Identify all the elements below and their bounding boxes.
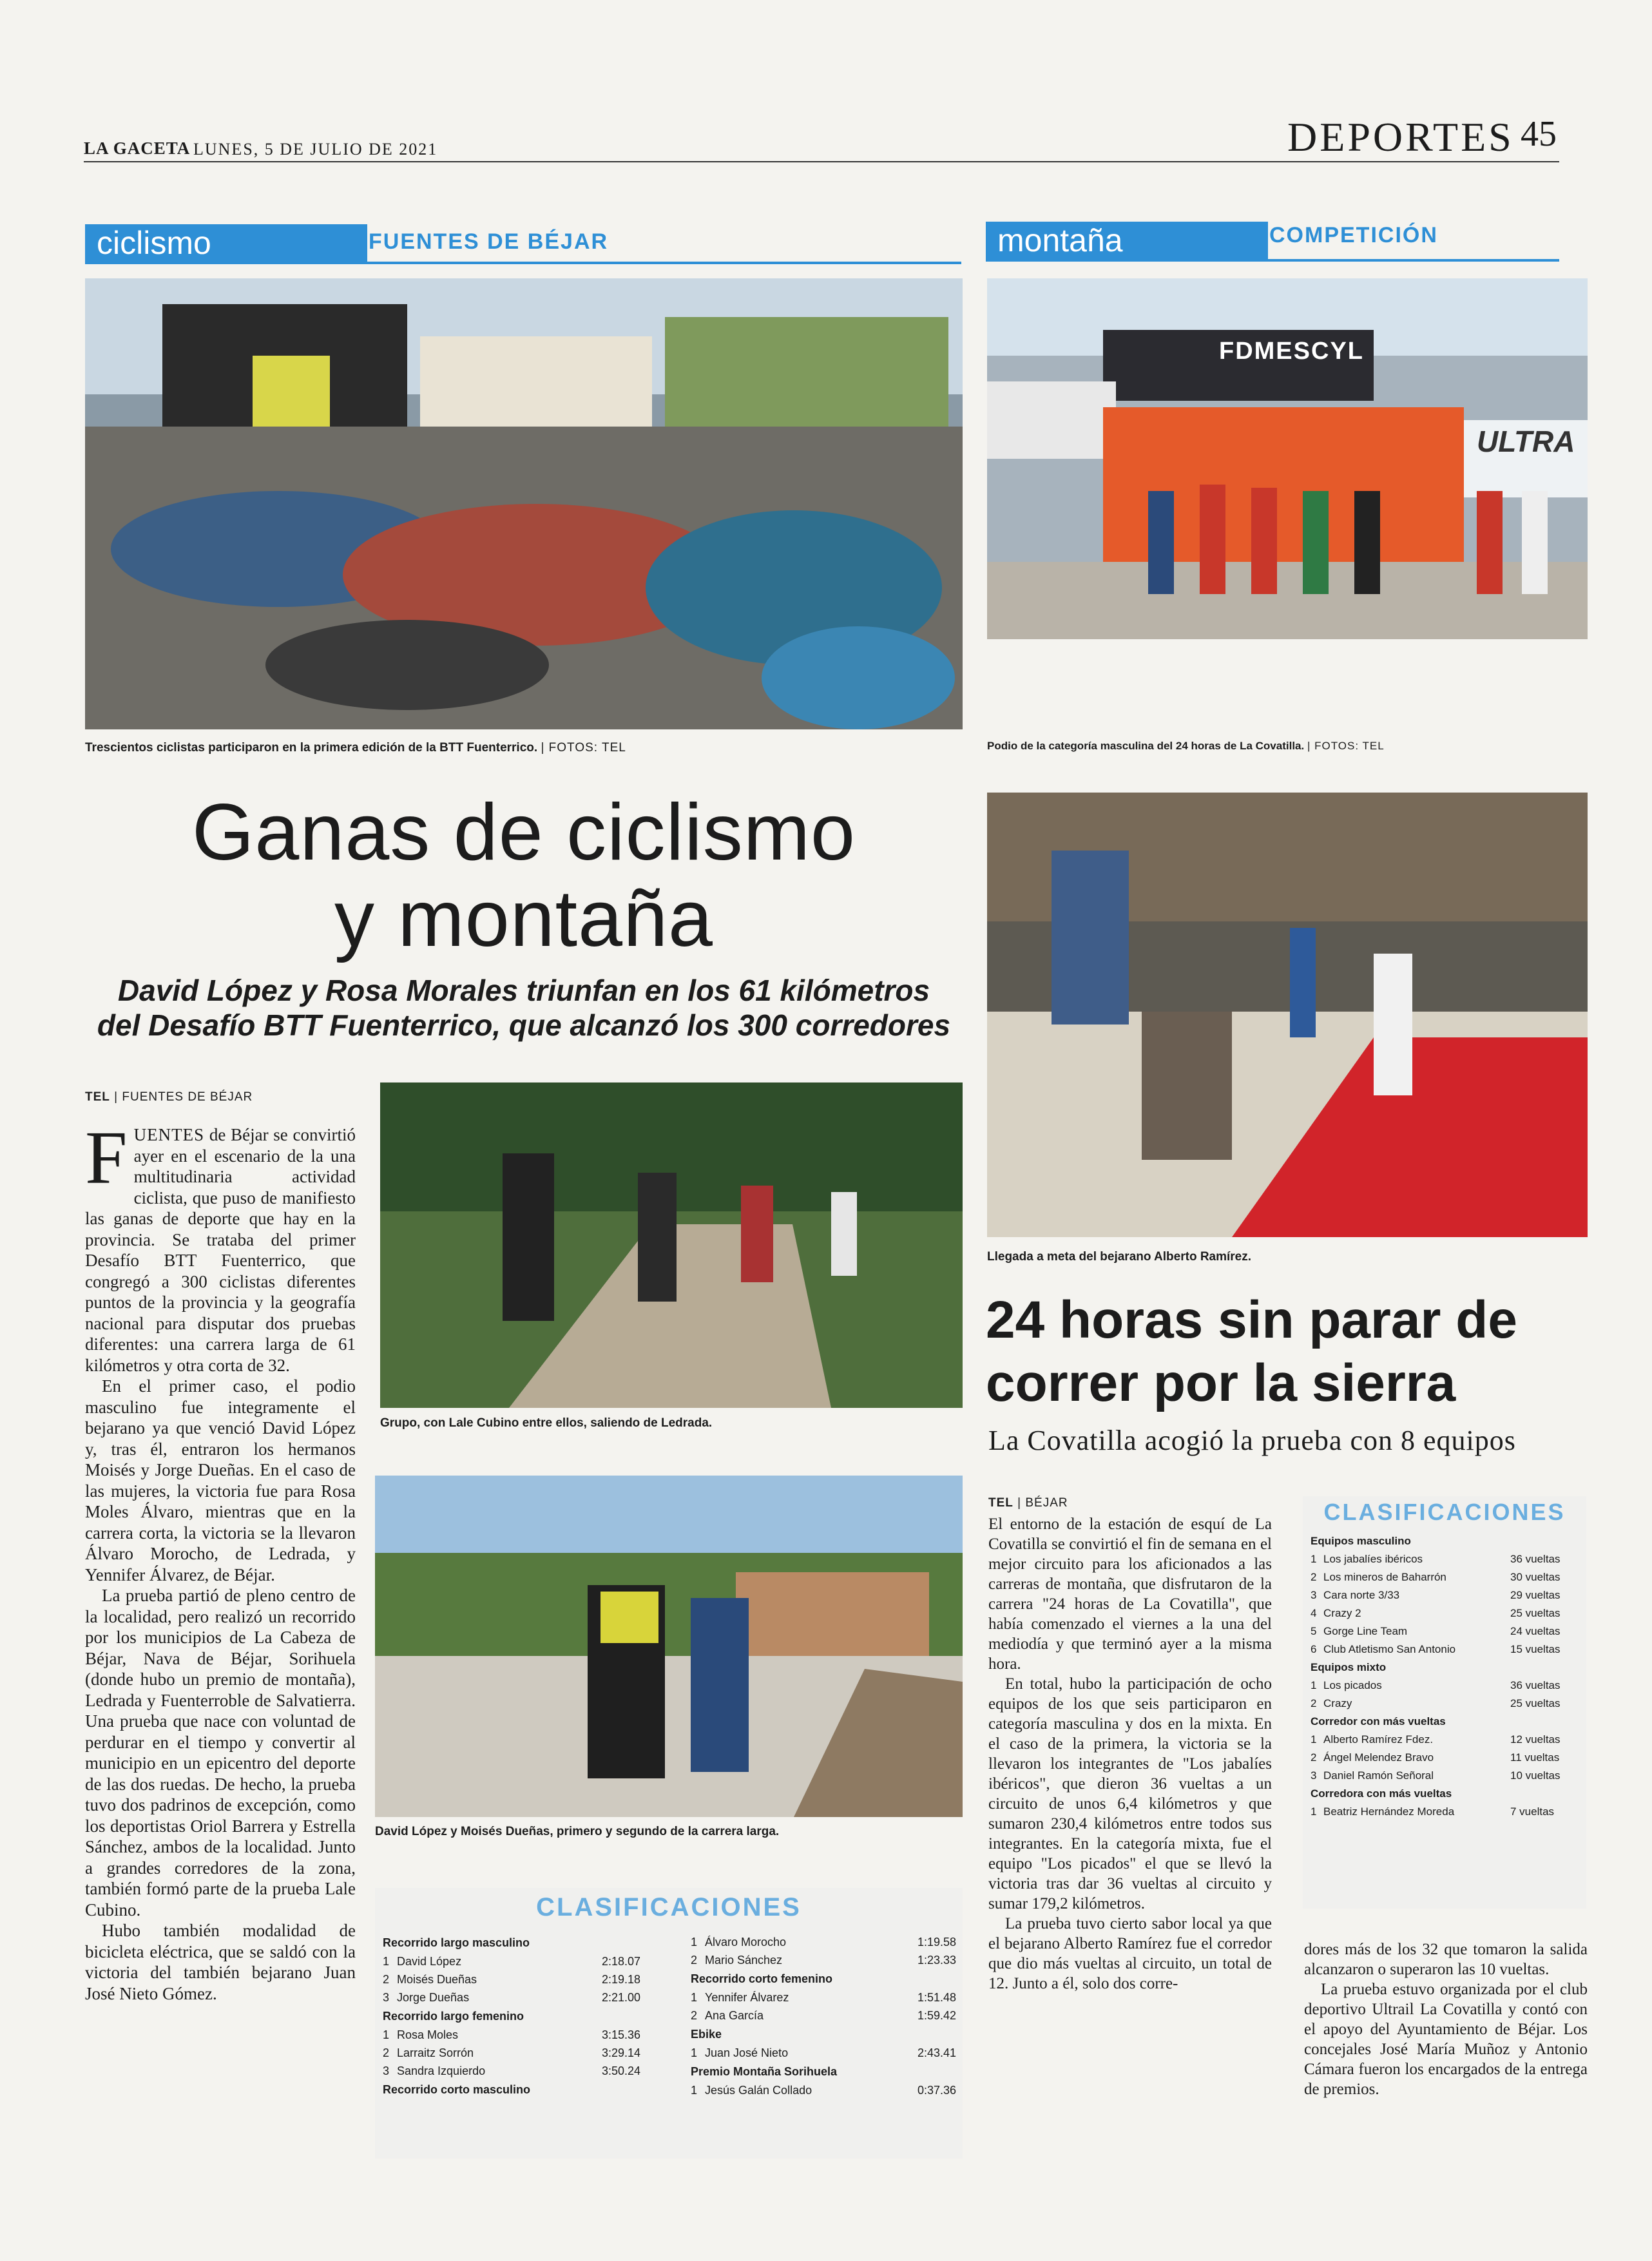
results-value: 7 vueltas xyxy=(1510,1805,1555,1818)
results-title: CLASIFICACIONES xyxy=(1323,1499,1566,1525)
subheadline-right: La Covatilla acogió la prueba con 8 equipos xyxy=(988,1425,1516,1456)
results-name: Cara norte 3/33 xyxy=(1323,1589,1400,1601)
results-row xyxy=(691,1951,956,1969)
results-row xyxy=(1311,1695,1581,1713)
results-value: 1:51.48 xyxy=(917,1990,956,2004)
tag-rule xyxy=(85,262,961,264)
results-value: 1:19.58 xyxy=(917,1935,956,1948)
results-position: 2 xyxy=(1311,1571,1317,1583)
results-position: 3 xyxy=(383,2064,390,2077)
results-row xyxy=(1311,1640,1581,1659)
results-position: 1 xyxy=(691,2046,698,2059)
results-name: Moisés Dueñas xyxy=(397,1972,477,1986)
results-value: 15 vueltas xyxy=(1510,1643,1561,1655)
results-category: Equipos masculino xyxy=(1311,1535,1411,1547)
results-position: 1 xyxy=(1311,1553,1317,1565)
results-category: Corredora con más vueltas xyxy=(1311,1787,1452,1800)
results-row xyxy=(691,2006,956,2025)
headline xyxy=(85,789,963,962)
results-position: 5 xyxy=(1311,1625,1317,1637)
banner-text: FDMESCYL xyxy=(1219,338,1364,365)
photo-cyclists-start xyxy=(85,278,963,729)
paragraph: Hubo también modalidad de bicicleta eléctrica, que se saldó con la victoria del también bejarano Juan José Nieto Gómez. xyxy=(85,1921,356,2003)
section-tag-location: FUENTES DE BÉJAR xyxy=(369,229,609,254)
results-value: 1:59.42 xyxy=(917,2008,956,2022)
results-name: Los mineros de Baharrón xyxy=(1323,1571,1446,1583)
results-value: 24 vueltas xyxy=(1510,1625,1561,1637)
results-position: 4 xyxy=(1311,1607,1317,1619)
headline-right xyxy=(986,1289,1585,1415)
results-row xyxy=(691,1988,956,2006)
results-value: 3:50.24 xyxy=(601,2064,640,2077)
results-position: 2 xyxy=(383,1972,390,1986)
results-name: Yennifer Álvarez xyxy=(705,1990,789,2004)
results-row xyxy=(1311,1731,1581,1749)
results-row xyxy=(1311,1604,1581,1622)
article-body xyxy=(85,1124,356,2181)
photo-caption: Grupo, con Lale Cubino entre ellos, saliendo de Ledrada. xyxy=(380,1416,713,1430)
results-value: 36 vueltas xyxy=(1510,1679,1561,1691)
results-name: Beatriz Hernández Moreda xyxy=(1323,1805,1455,1818)
results-value: 10 vueltas xyxy=(1510,1769,1561,1782)
results-value: 30 vueltas xyxy=(1510,1571,1561,1583)
results-value: 12 vueltas xyxy=(1510,1733,1561,1746)
results-value: 3:29.14 xyxy=(601,2046,640,2059)
banner-text-2: ULTRA xyxy=(1477,425,1575,458)
results-position: 2 xyxy=(1311,1697,1317,1709)
byline-author: TEL xyxy=(988,1496,1013,1510)
results-value: 2:18.07 xyxy=(601,1954,640,1968)
results-name: Sandra Izquierdo xyxy=(397,2064,486,2077)
results-name: Larraitz Sorrón xyxy=(397,2046,474,2059)
page-number: 45 xyxy=(1521,114,1557,154)
section-name: DEPORTES xyxy=(1287,114,1514,160)
section-tag-ciclismo: ciclismo xyxy=(85,224,367,262)
results-column-right xyxy=(691,1933,956,2099)
results-value: 1:23.33 xyxy=(917,1953,956,1967)
paragraph: La prueba partió de pleno centro de la localidad, pero realizó un recorrido por los municipios de La Cabeza de Béjar, Nava de Béjar, Sorihuela (donde hubo un premio de montaña), Ledrada y Fuenterroble de Salvatierra. Una prueba que nace con voluntad de perdurar en el tiempo y convertir al municipio en un epicentro del deporte de las dos ruedas. De hecho, la prueba tuvo dos padrinos de excepción, como los deportistas Oriol Barrera y Estrella Sánchez, ambos de la localidad. Junto a grandes corredores de la zona, también formó parte de la prueba Lale Cubino. xyxy=(85,1586,356,1919)
headline-right-line-2: correr por la sierra xyxy=(986,1354,1456,1412)
results-row xyxy=(383,2044,640,2062)
byline-place: | FUENTES DE BÉJAR xyxy=(114,1090,253,1104)
results-row xyxy=(383,1988,640,2006)
results-name: Mario Sánchez xyxy=(705,1953,783,1967)
issue-date: LUNES, 5 DE JULIO DE 2021 xyxy=(193,140,438,159)
headline-line-2: y montaña xyxy=(334,874,713,963)
results-name: Álvaro Morocho xyxy=(705,1935,787,1948)
results-row xyxy=(1311,1677,1581,1695)
photo-credit: | FOTOS: TEL xyxy=(541,741,626,755)
subheadline-line-2: del Desafío BTT Fuenterrico, que alcanzó los 300 corredores xyxy=(97,1008,951,1042)
caption-text: Trescientos ciclistas participaron en la primera edición de la BTT Fuenterrico. xyxy=(85,741,538,755)
results-box-right xyxy=(1303,1496,1586,1909)
results-position: 1 xyxy=(691,2083,698,2097)
results-row xyxy=(1311,1622,1581,1640)
photo-podium xyxy=(987,278,1588,639)
photo-credit: | FOTOS: TEL xyxy=(1307,740,1385,752)
article-body-right xyxy=(988,1514,1272,2184)
results-value: 2:19.18 xyxy=(601,1972,640,1986)
paragraph xyxy=(85,1124,356,1376)
paragraph: La prueba estuvo organizada por el club deportivo Ultrail La Covatilla y contó con el apoyo del Ayuntamiento de Béjar. Los concejales José María Muñoz y Antonio Cámara fueron los encargados de la entrega de premios. xyxy=(1304,1981,1588,2098)
results-position: 1 xyxy=(691,1935,698,1948)
results-row xyxy=(383,1952,640,1970)
subheadline-line-1: David López y Rosa Morales triunfan en los 61 kilómetros xyxy=(117,974,930,1007)
results-name: Jesús Galán Collado xyxy=(705,2083,812,2097)
headline-line-1: Ganas de ciclismo xyxy=(191,788,856,877)
results-position: 1 xyxy=(1311,1679,1317,1691)
byline-author: TEL xyxy=(85,1090,110,1104)
results-name: Club Atletismo San Antonio xyxy=(1323,1643,1456,1655)
results-list xyxy=(1311,1532,1581,1821)
section-tag-label: COMPETICIÓN xyxy=(1269,223,1438,247)
results-row xyxy=(691,2044,956,2062)
results-row xyxy=(1311,1568,1581,1586)
results-name: Los picados xyxy=(1323,1679,1382,1691)
results-row xyxy=(1311,1550,1581,1568)
results-name: Los jabalíes ibéricos xyxy=(1323,1553,1423,1565)
results-position: 3 xyxy=(1311,1589,1317,1601)
results-row xyxy=(691,2081,956,2099)
paragraph: dores más de los 32 que tomaron la salida alcanzaron o superaron las 10 vueltas. xyxy=(1304,1941,1588,1978)
results-name: Gorge Line Team xyxy=(1323,1625,1408,1637)
results-value: 2:21.00 xyxy=(601,1990,640,2004)
results-position: 2 xyxy=(691,1953,698,1967)
results-value: 36 vueltas xyxy=(1510,1553,1561,1565)
results-name: Jorge Dueñas xyxy=(397,1990,470,2004)
results-position: 1 xyxy=(1311,1733,1317,1746)
photo-group-riding xyxy=(380,1082,963,1408)
byline xyxy=(85,1090,253,1104)
results-position: 2 xyxy=(1311,1751,1317,1764)
paragraph: El entorno de la estación de esquí de La Covatilla se convirtió el fin de semana en el mejor circuito para los aficionados a las carreras de montaña, que disfrutaron de la carrera "24 horas de La Covatilla", que había comenzado el viernes a la una del mediodía y que terminó ayer a la misma hora. xyxy=(988,1515,1272,1673)
subheadline xyxy=(85,973,963,1043)
results-category: Equipos mixto xyxy=(1311,1661,1387,1673)
results-category: Recorrido largo masculino xyxy=(383,1936,530,1949)
results-name: Rosa Moles xyxy=(397,2028,459,2041)
results-position: 1 xyxy=(691,1990,698,2004)
paragraph: En total, hubo la participación de ocho equipos de los que seis participaron en categoría masculina y dos en la mixta. En el caso de la primera, la victoria se la llevaron los integrantes de "Los jabalíes ibéricos", que dieron 36 vueltas a un circuito de unos 6,4 kilómetros y que sumaron 230,4 kilómetros entre todos sus integrantes. En la categoría mixta, fue el equipo "Los picados" el que se llevó la victoria tras dar 36 vueltas al circuito y sumar 179,2 kilómetros. xyxy=(988,1675,1272,1912)
results-position: 6 xyxy=(1311,1643,1317,1655)
results-row xyxy=(383,2062,640,2080)
lead-caps: UENTES xyxy=(133,1125,205,1144)
results-name: David López xyxy=(397,1954,462,1968)
results-position: 2 xyxy=(383,2046,390,2059)
results-value: 2:43.41 xyxy=(917,2046,956,2059)
results-position: 3 xyxy=(1311,1769,1317,1782)
section-tag-montana: montaña xyxy=(986,222,1268,259)
tag-rule xyxy=(986,259,1559,262)
results-category: Recorrido corto masculino xyxy=(383,2083,531,2096)
results-position: 3 xyxy=(383,1990,390,2004)
results-name: Alberto Ramírez Fdez. xyxy=(1323,1733,1434,1746)
results-title: CLASIFICACIONES xyxy=(536,1893,802,1921)
photo-caption xyxy=(987,740,1586,753)
photo-finish-line xyxy=(987,793,1588,1237)
results-position: 1 xyxy=(383,2028,390,2041)
results-name: Juan José Nieto xyxy=(705,2046,789,2059)
results-name: Crazy 2 xyxy=(1323,1607,1361,1619)
photo-caption xyxy=(85,741,963,755)
results-box xyxy=(375,1888,963,2159)
photo-winners xyxy=(375,1476,963,1817)
results-position: 1 xyxy=(1311,1805,1317,1818)
paragraph: La prueba tuvo cierto sabor local ya que el bejarano Alberto Ramírez fue el corredor que dio más vueltas al circuito, un total de 12. Junto a él, solo dos corre- xyxy=(988,1915,1272,1992)
results-column-left xyxy=(383,1933,640,2099)
byline-place: | BÉJAR xyxy=(1017,1496,1068,1510)
caption-text: Podio de la categoría masculina del 24 horas de La Covatilla. xyxy=(987,740,1305,752)
paragraph-text: de Béjar se convirtió ayer en el escenario de la una multitudinaria actividad ciclista, que puso de manifiesto las ganas de deporte que hay en la provincia. Se trataba del primer Desafío BTT Fuenterrico, que congregó a 300 ciclistas diferentes puntos de la provincia y la geografía nacional para disputar dos pruebas diferentes: una carrera larga de 61 kilómetros y otra corta de 32. xyxy=(85,1125,356,1375)
results-category: Premio Montaña Sorihuela xyxy=(691,2065,838,2078)
masthead: LA GACETA xyxy=(84,139,191,158)
byline-right xyxy=(988,1496,1068,1510)
results-category: Recorrido largo femenino xyxy=(383,2010,524,2023)
results-name: Daniel Ramón Señoral xyxy=(1323,1769,1434,1782)
results-value: 25 vueltas xyxy=(1510,1607,1561,1619)
results-category: Recorrido corto femenino xyxy=(691,1972,833,1985)
results-row xyxy=(691,1933,956,1951)
results-row xyxy=(1311,1749,1581,1767)
results-row xyxy=(1311,1803,1581,1821)
results-row xyxy=(383,2026,640,2044)
results-position: 1 xyxy=(383,1954,390,1968)
results-category: Corredor con más vueltas xyxy=(1311,1715,1446,1727)
results-value: 3:15.36 xyxy=(601,2028,640,2041)
dropcap: F xyxy=(85,1124,128,1200)
results-row xyxy=(383,1970,640,1988)
headline-right-line-1: 24 horas sin parar de xyxy=(986,1291,1517,1349)
results-value: 29 vueltas xyxy=(1510,1589,1561,1601)
results-value: 25 vueltas xyxy=(1510,1697,1561,1709)
photo-caption: Llegada a meta del bejarano Alberto Ramírez. xyxy=(987,1250,1252,1264)
results-position: 2 xyxy=(691,2008,698,2022)
paragraph: En el primer caso, el podio masculino fue integramente el bejarano ya que venció David López y, tras él, entraron los hermanos Moisés y Jorge Dueñas. En el caso de las mujeres, la victoria fue para Rosa Moles Álvaro, mientras que en la carrera corta, la victoria se la llevaron Álvaro Morocho, de Ledrada, y Yennifer Álvarez, de Béjar. xyxy=(85,1376,356,1584)
results-name: Ángel Melendez Bravo xyxy=(1323,1751,1434,1764)
results-name: Crazy xyxy=(1323,1697,1352,1709)
results-category: Ebike xyxy=(691,2028,722,2041)
results-row xyxy=(1311,1767,1581,1785)
results-row xyxy=(1311,1586,1581,1604)
results-value: 0:37.36 xyxy=(917,2083,956,2097)
photo-caption: David López y Moisés Dueñas, primero y segundo de la carrera larga. xyxy=(375,1825,780,1838)
results-name: Ana García xyxy=(705,2008,764,2022)
results-value: 11 vueltas xyxy=(1510,1751,1560,1764)
article-body-right-cont xyxy=(1304,1939,1588,2184)
